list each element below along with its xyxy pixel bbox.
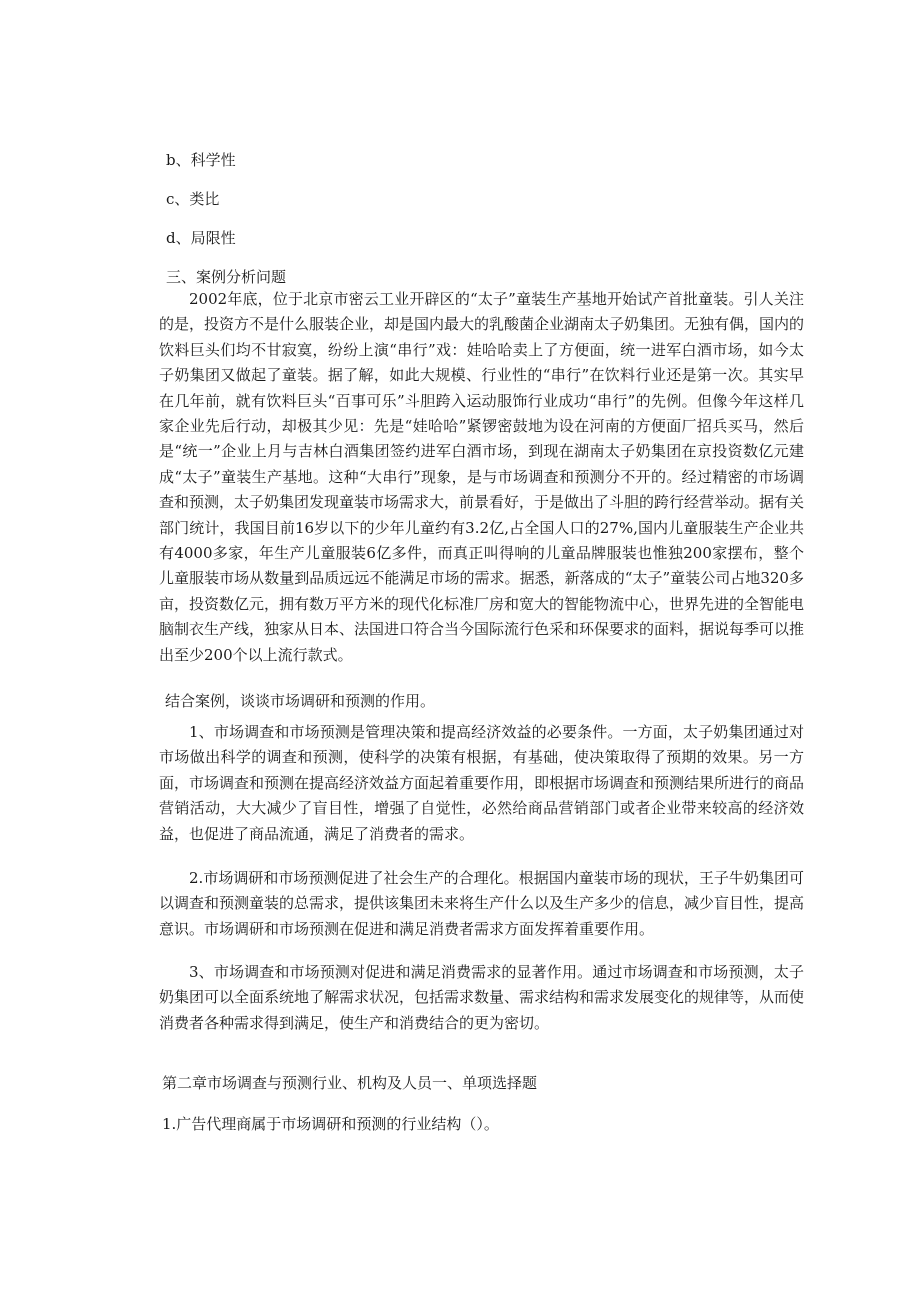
answer-paragraph-1: 1、市场调查和市场预测是管理决策和提高经济效益的必要条件。一方面，太子奶集团通过对市场做出科学的调查和预测，使科学的决策有根据，有基础，使决策取得了预期的效果。另一方面，市场调查和预测在提高经济效益方面起着重要作用，即根据市场调查和预测结果所进行的商品营销活动，大大减少了盲目性，增强了自觉性，必然给商品营销部门或者企业带来较高的经济效益，也促进了商品流通，满足了消费者的需求。 [159, 723, 805, 843]
answer-paragraph-2: 2.市场调研和市场预测促进了社会生产的合理化。根据国内童装市场的现状，王子牛奶集团可以调查和预测童装的总需求，提供该集团未来将生产什么以及生产多少的信息，减少盲目性，提高意识。市场调研和市场预测在促进和满足消费者需求方面发挥着重要作用。 [159, 869, 805, 938]
chapter-heading: 第二章市场调查与预测行业、机构及人员一、单项选择题 [162, 1074, 538, 1092]
case-question: 结合案例，谈谈市场调研和预测的作用。 [165, 692, 436, 710]
section-heading: 三、案例分析问题 [166, 268, 287, 286]
option-d: d、局限性 [166, 229, 236, 247]
case-paragraph: 2002年底，位于北京市密云工业开辟区的“太子”童装生产基地开始试产首批童装。引人关注的是，投资方不是什么服装企业，却是国内最大的乳酸菌企业湖南太子奶集团。无独有偶，国内的饮料巨头们均不甘寂寞，纷纷上演“串行”戏：娃哈哈卖上了方便面，统一进军白酒市场，如今太子奶集团又做起了童装。据了解，如此大规模、行业性的“串行”在饮料行业还是第一次。其实早在几年前，就有饮料巨头“百事可乐”斗胆跨入运动服饰行业成功“串行”的先例。但像今年这样几家企业先后行动，却极其少见：先是“娃哈哈”紧锣密鼓地为设在河南的方便面厂招兵买马，然后是“统一”企业上月与吉林白酒集团签约进军白酒市场，到现在湖南太子奶集团在京投资数亿元建成“太子”童装生产基地。这种“大串行”现象，是与市场调查和预测分不开的。经过精密的市场调查和预测，太子奶集团发现童装市场需求大，前景看好，于是做出了斗胆的跨行经营举动。据有关部门统计，我国目前16岁以下的少年儿童约有3.2亿,占全国人口的27%,国内儿童服装生产企业共有4000多家，年生产儿童服装6亿多件，而真正叫得响的儿童品牌服装也惟独200家摆布，整个儿童服装市场从数量到品质远远不能满足市场的需求。据悉，新落成的“太子”童装公司占地320多亩，投资数亿元，拥有数万平方米的现代化标准厂房和宽大的智能物流中心，世界先进的全智能电脑制衣生产线，独家从日本、法国进口符合当今国际流行色采和环保要求的面料，据说每季可以推出至少200个以上流行款式。 [159, 290, 805, 664]
answer-paragraph-3: 3、市场调查和市场预测对促进和满足消费需求的显著作用。通过市场调查和市场预测，太子奶集团可以全面系统地了解需求状况，包括需求数量、需求结构和需求发展变化的规律等，从而使消费者各种需求得到满足，使生产和消费结合的更为密切。 [159, 963, 805, 1032]
question-1: 1.广告代理商属于市场调研和预测的行业结构（）。 [162, 1115, 499, 1133]
option-c: c、类比 [166, 190, 220, 208]
option-b: b、科学性 [166, 151, 236, 169]
